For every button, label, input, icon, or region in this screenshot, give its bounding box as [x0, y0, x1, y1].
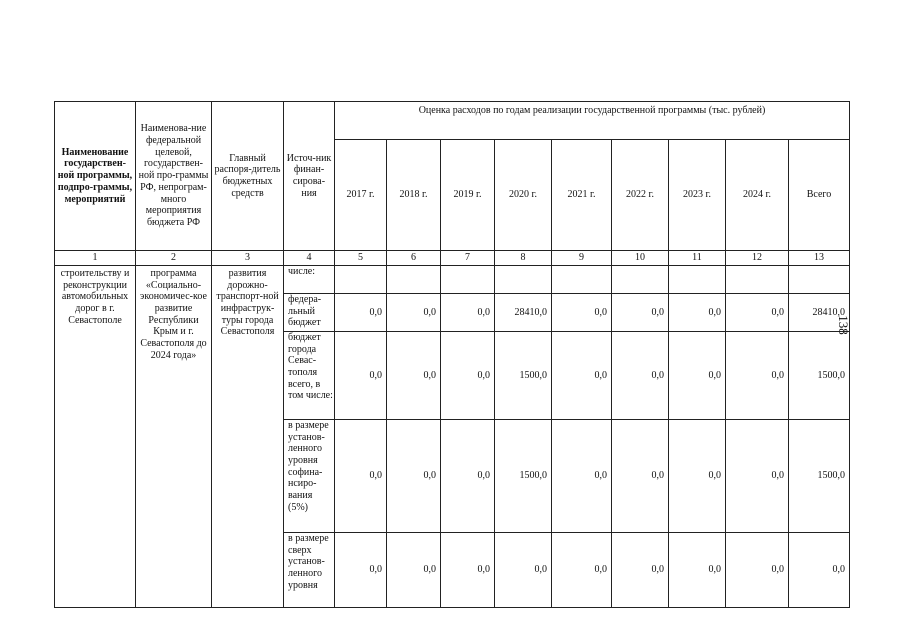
- value-cell: 0,0: [441, 533, 495, 608]
- header-program-name: [55, 102, 136, 251]
- value-cell: [612, 266, 669, 294]
- value-cell: [552, 266, 612, 294]
- column-number: 7: [441, 251, 495, 266]
- header-main-manager-text: Главный распоря-дитель бюджетных средств: [214, 152, 281, 199]
- value-cell: 0,0: [726, 294, 789, 332]
- value-cell: [726, 266, 789, 294]
- value-cell: 0,0: [789, 533, 850, 608]
- value-cell: [335, 266, 387, 294]
- value-cell: 0,0: [335, 332, 387, 420]
- column-number: 3: [212, 251, 284, 266]
- value-cell: 1500,0: [789, 332, 850, 420]
- column-number: 13: [789, 251, 850, 266]
- column-number: 2: [136, 251, 212, 266]
- value-cell: 1500,0: [789, 420, 850, 533]
- value-cell: 0,0: [387, 533, 441, 608]
- header-main-manager: [212, 102, 284, 251]
- value-cell: 0,0: [495, 533, 552, 608]
- value-cell: 0,0: [726, 533, 789, 608]
- value-cell: 0,0: [726, 420, 789, 533]
- value-cell: 0,0: [387, 332, 441, 420]
- header-year-2019: 2019 г.: [441, 140, 495, 251]
- value-cell: 0,0: [441, 294, 495, 332]
- program-name-text: строительству и реконструкции автомобильных дорог в г. Севастополе: [60, 268, 130, 326]
- column-number: 6: [387, 251, 441, 266]
- header-year-2023: 2023 г.: [669, 140, 726, 251]
- header-year-2024: 2024 г.: [726, 140, 789, 251]
- value-cell: 0,0: [552, 533, 612, 608]
- header-funding-source: [284, 102, 335, 251]
- column-number: 4: [284, 251, 335, 266]
- value-cell: 0,0: [441, 332, 495, 420]
- column-number: 10: [612, 251, 669, 266]
- table-row: [55, 266, 850, 294]
- main-manager-text: развития дорожно-транспорт-ной инфраструк-туры города Севастополя: [216, 268, 279, 338]
- header-year-2022: 2022 г.: [612, 140, 669, 251]
- header-year-2018: 2018 г.: [387, 140, 441, 251]
- federal-program-text: программа «Социально-экономичес-кое развитие Республики Крым и г. Севастополя до 2024 года»: [140, 268, 207, 361]
- value-cell: 0,0: [726, 332, 789, 420]
- column-number: 5: [335, 251, 387, 266]
- value-cell: 0,0: [441, 420, 495, 533]
- funding-source-cell: числе:: [284, 266, 335, 294]
- main-manager-cell: [212, 266, 284, 608]
- column-number: 12: [726, 251, 789, 266]
- value-cell: 1500,0: [495, 332, 552, 420]
- header-total: Всего: [789, 140, 850, 251]
- value-cell: 0,0: [612, 294, 669, 332]
- value-cell: 0,0: [552, 294, 612, 332]
- value-cell: [789, 266, 850, 294]
- value-cell: [441, 266, 495, 294]
- budget-table: [54, 101, 850, 608]
- header-program-name-text: Наименование государствен-ной программы, подпро-граммы, мероприятий: [57, 146, 133, 205]
- funding-source-cell: в размере сверх установ-ленного уровня: [284, 533, 335, 608]
- column-number: 11: [669, 251, 726, 266]
- value-cell: [387, 266, 441, 294]
- header-year-2020: 2020 г.: [495, 140, 552, 251]
- program-name-cell: [55, 266, 136, 608]
- value-cell: 28410,0: [789, 294, 850, 332]
- value-cell: [495, 266, 552, 294]
- value-cell: 0,0: [335, 294, 387, 332]
- value-cell: 0,0: [612, 332, 669, 420]
- column-number: 9: [552, 251, 612, 266]
- column-number: 8: [495, 251, 552, 266]
- value-cell: 0,0: [335, 420, 387, 533]
- value-cell: 0,0: [669, 332, 726, 420]
- header-expense-estimate-text: Оценка расходов по годам реализации государственной программы (тыс. рублей): [418, 105, 766, 116]
- header-federal-program: [136, 102, 212, 251]
- column-number-row: [55, 251, 850, 266]
- header-year-2021: 2021 г.: [552, 140, 612, 251]
- header-row-top: [55, 102, 850, 140]
- value-cell: 1500,0: [495, 420, 552, 533]
- funding-source-cell: в размере установ-ленного уровня софина-нсиро-вания (5%): [284, 420, 335, 533]
- funding-source-cell: бюджет города Севас-тополя всего, в том числе:: [284, 332, 335, 420]
- value-cell: 28410,0: [495, 294, 552, 332]
- value-cell: 0,0: [552, 332, 612, 420]
- value-cell: 0,0: [387, 294, 441, 332]
- federal-program-cell: [136, 266, 212, 608]
- header-funding-source-text: Источ-ник финан-сирова-ния: [286, 152, 332, 199]
- value-cell: 0,0: [669, 533, 726, 608]
- value-cell: 0,0: [669, 420, 726, 533]
- value-cell: 0,0: [335, 533, 387, 608]
- value-cell: 0,0: [552, 420, 612, 533]
- header-expense-estimate: [335, 102, 850, 140]
- column-number: 1: [55, 251, 136, 266]
- header-year-2017: 2017 г.: [335, 140, 387, 251]
- funding-source-cell: федера-льный бюджет: [284, 294, 335, 332]
- header-federal-program-text: Наименова-ние федеральной целевой, государствен-ной про-граммы РФ, непрограм-много мероприятия бюджета РФ: [138, 123, 209, 228]
- value-cell: 0,0: [612, 420, 669, 533]
- page-number: 138: [836, 315, 851, 335]
- value-cell: 0,0: [669, 294, 726, 332]
- value-cell: 0,0: [387, 420, 441, 533]
- value-cell: 0,0: [612, 533, 669, 608]
- value-cell: [669, 266, 726, 294]
